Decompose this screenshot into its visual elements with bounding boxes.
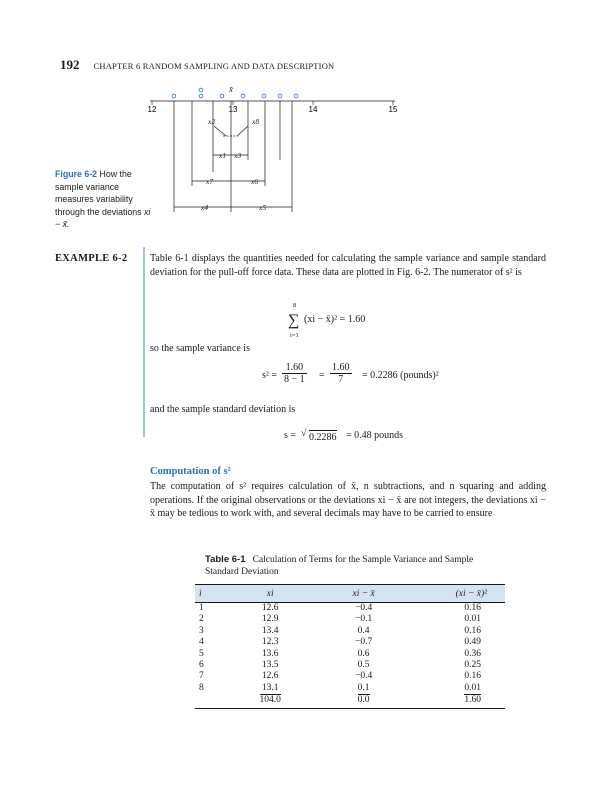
label-x7: x7 xyxy=(206,177,214,186)
cell-i: 8 xyxy=(199,682,204,693)
sd-intro-text: and the sample standard deviation is xyxy=(150,404,296,415)
label-x6: x6 xyxy=(251,177,259,186)
cell-xi: 12.6 xyxy=(261,603,279,613)
variance-fraction-1 xyxy=(282,362,307,385)
variance-fraction-2 xyxy=(330,362,352,385)
cell-xi: 13.6 xyxy=(261,648,279,659)
sum-lower-limit: i=1 xyxy=(290,332,299,339)
cell-xi: 13.1 xyxy=(261,682,279,693)
example-label: EXAMPLE 6-2 xyxy=(55,253,128,264)
cell-squared: 0.16 xyxy=(464,625,481,636)
label-x1: x1 xyxy=(219,151,227,160)
page-number: 192 xyxy=(60,57,80,72)
cell-squared: 0.36 xyxy=(464,648,481,659)
axis-tick-14: 14 xyxy=(308,105,318,114)
variance-intro-text: so the sample variance is xyxy=(150,343,250,354)
cell-i: 6 xyxy=(199,660,204,671)
equals-sign: = xyxy=(319,370,325,381)
cell-squared: 0.01 xyxy=(464,682,481,693)
header-i: i xyxy=(195,585,217,603)
total-deviation: 0.0 xyxy=(357,695,370,706)
table-caption xyxy=(205,554,505,578)
table-row xyxy=(195,683,505,694)
table-caption-text: Calculation of Terms for the Sample Variance and Sample Standard Deviation xyxy=(205,555,474,577)
cell-deviation: 0.4 xyxy=(357,625,370,636)
example-side-bar xyxy=(143,247,145,437)
header-xi: xi xyxy=(217,585,323,603)
table-row xyxy=(195,637,505,648)
label-x5: x5 xyxy=(259,203,267,212)
data-point xyxy=(262,94,266,98)
sd-rhs: = 0.48 pounds xyxy=(346,430,404,441)
label-x2: x2 xyxy=(208,117,216,126)
data-point xyxy=(199,94,203,98)
cell-xi: 13.5 xyxy=(261,660,279,671)
cell-squared: 0.25 xyxy=(464,660,481,671)
sum-expression: (xi − x̄)² = 1.60 xyxy=(304,314,366,325)
header-deviation: xi − x̄ xyxy=(323,585,404,603)
sum-upper-limit: 8 xyxy=(293,302,297,309)
figure-caption-math: xi − x̄. xyxy=(55,206,151,229)
data-point xyxy=(172,94,176,98)
cell-squared: 0.49 xyxy=(464,637,481,648)
cell-i: 3 xyxy=(199,625,204,636)
example-intro-text: Table 6-1 displays the quantities needed for calculating the sample variance and sample standard deviation for the pull-off force data. These data are plotted in Fig. 6-2. The numerator of s² is xyxy=(150,253,546,278)
axis-tick-12: 12 xyxy=(147,105,157,114)
data-point xyxy=(241,94,245,98)
data-point xyxy=(220,94,224,98)
figure-caption-text: How the sample variance measures variability through the deviations xyxy=(55,169,142,217)
cell-xi: 12.3 xyxy=(261,637,279,648)
table-6-1 xyxy=(195,584,505,709)
cell-i: 5 xyxy=(199,648,204,659)
axis-tick-13: 13 xyxy=(228,105,238,114)
chapter-title: CHAPTER 6 RANDOM SAMPLING AND DATA DESCRIPTION xyxy=(93,61,335,71)
cell-deviation: 0.6 xyxy=(357,648,370,659)
cell-i: 4 xyxy=(199,637,204,648)
table-row xyxy=(195,649,505,660)
data-point xyxy=(294,94,298,98)
fraction-2-numerator: 1.60 xyxy=(332,362,350,373)
variance-rhs: = 0.2286 (pounds)² xyxy=(362,370,439,381)
cell-squared: 0.01 xyxy=(464,614,481,625)
table-row xyxy=(195,614,505,625)
table-row xyxy=(195,660,505,671)
mean-symbol: x̄ xyxy=(229,85,233,94)
table-row xyxy=(195,603,505,615)
label-x4: x4 xyxy=(201,203,209,212)
fraction-1-numerator: 1.60 xyxy=(282,362,307,374)
table-row xyxy=(195,626,505,637)
cell-xi: 12.6 xyxy=(261,671,279,682)
sd-lhs: s = xyxy=(284,430,297,441)
cell-i: 1 xyxy=(199,603,204,613)
table-label: Table 6-1 xyxy=(205,554,246,565)
total-squared: 1.60 xyxy=(464,695,481,706)
cell-deviation: −0.7 xyxy=(354,637,373,648)
cell-deviation: −0.4 xyxy=(354,671,373,682)
total-xi: 104.0 xyxy=(259,695,281,706)
cell-deviation: 0.5 xyxy=(357,660,370,671)
cell-xi: 12.9 xyxy=(261,614,279,625)
data-point xyxy=(199,88,203,92)
cell-deviation: −0.4 xyxy=(354,603,373,613)
fraction-2-denominator: 7 xyxy=(338,374,344,385)
figure-caption xyxy=(55,168,155,231)
label-x8: x8 xyxy=(252,117,260,126)
total-i xyxy=(195,694,217,708)
sigma-symbol: ∑ xyxy=(288,312,300,329)
cell-squared: 0.16 xyxy=(464,671,481,682)
table-header-row xyxy=(195,585,505,603)
fraction-1-denominator: 8 − 1 xyxy=(284,374,305,385)
cell-deviation: −0.1 xyxy=(354,614,373,625)
sqrt-symbol: √ xyxy=(301,428,307,439)
cell-squared: 0.16 xyxy=(464,603,481,613)
cell-i: 2 xyxy=(199,614,204,625)
header-squared-deviation: (xi − x̄)² xyxy=(404,585,505,603)
computation-text: The computation of s² requires calculation of x̄, n subtractions, and n squaring and adding operations. If the original observations or the deviations xi − x̄ are not integers, the deviations xi − x̄ may be tedious to work with, and several decimals may have to be carried to ensure xyxy=(150,481,546,519)
label-x3: x3 xyxy=(234,151,242,160)
table-row xyxy=(195,671,505,682)
variance-lhs: s² = xyxy=(262,370,278,381)
table-totals-row xyxy=(195,694,505,708)
figure-label: Figure 6-2 xyxy=(55,169,98,179)
cell-deviation: 0.1 xyxy=(357,682,370,693)
computation-heading: Computation of s² xyxy=(150,466,231,477)
axis-tick-15: 15 xyxy=(388,105,398,114)
cell-i: 7 xyxy=(199,671,204,682)
sd-radicand: 0.2286 xyxy=(309,432,337,443)
data-point xyxy=(278,94,282,98)
cell-xi: 13.4 xyxy=(261,625,279,636)
